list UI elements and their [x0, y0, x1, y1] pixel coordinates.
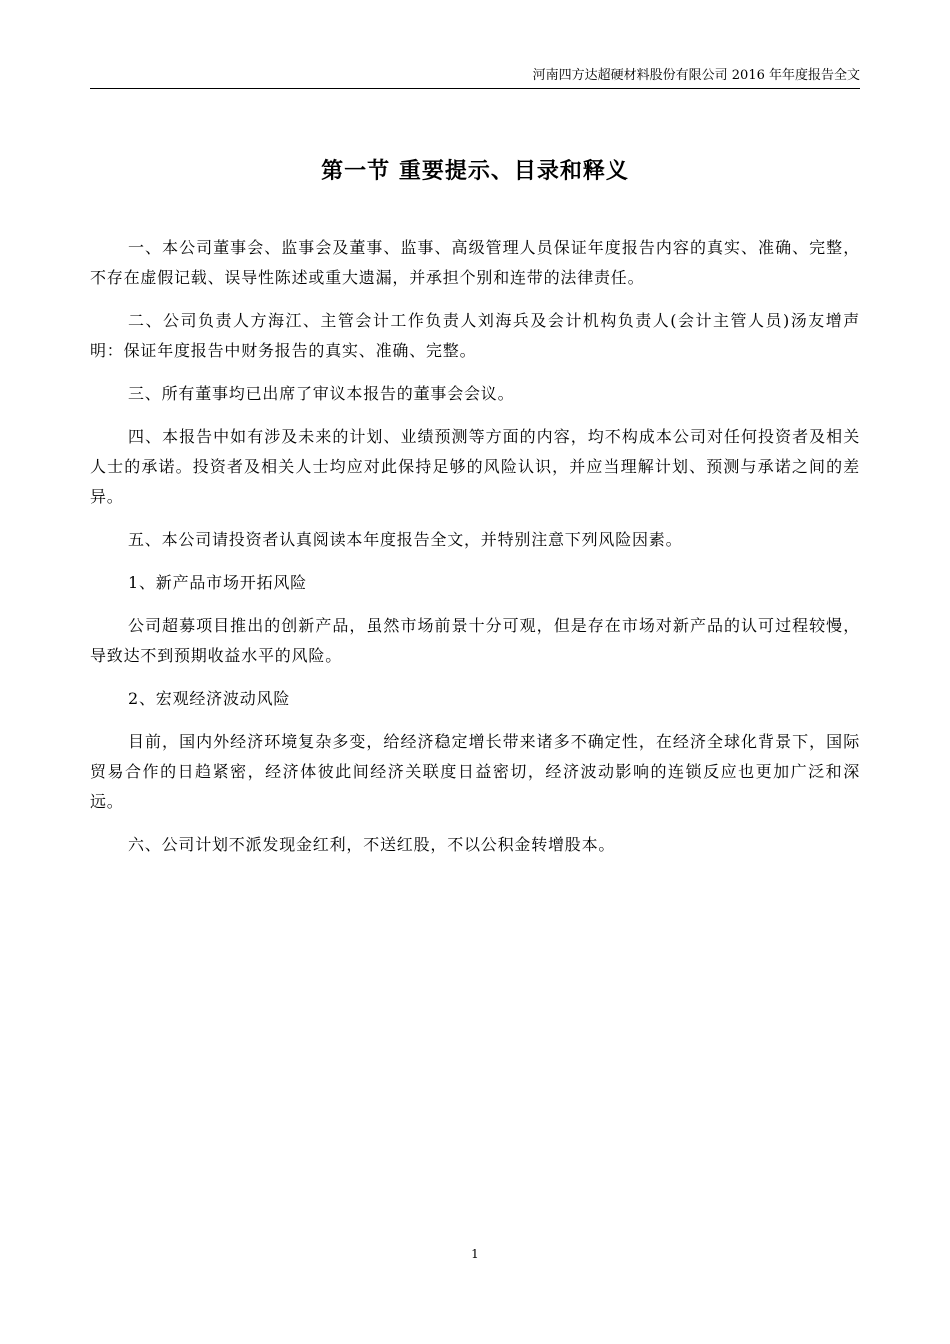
- paragraph-dividend-plan: 六、公司计划不派发现金红利，不送红股，不以公积金转增股本。: [128, 835, 616, 854]
- risk-heading-new-product-market: 1、新产品市场开拓风险: [128, 573, 307, 592]
- paragraph-forward-looking-disclaimer: 四、本报告中如有涉及未来的计划、业绩预测等方面的内容，均不构成本公司对任何投资者及相关人士的承诺。投资者及相关人士均应对此保持足够的风险认识，并应当理解计划、预测与承诺之间的差异。: [90, 427, 860, 506]
- paragraph-new-product-market-risk: 公司超募项目推出的创新产品，虽然市场前景十分可观，但是存在市场对新产品的认可过程较慢，导致达不到预期收益水平的风险。: [90, 616, 860, 665]
- paragraph-directors-attendance: 三、所有董事均已出席了审议本报告的董事会会议。: [128, 384, 515, 403]
- risk-heading-macro-economic: 2、宏观经济波动风险: [128, 689, 291, 708]
- paragraph-financial-statement-declaration: 二、公司负责人方海江、主管会计工作负责人刘海兵及会计机构负责人(会计主管人员)汤友增声明：保证年度报告中财务报告的真实、准确、完整。: [90, 311, 860, 360]
- paragraph-board-guarantee: 一、本公司董事会、监事会及董事、监事、高级管理人员保证年度报告内容的真实、准确、完整，不存在虚假记载、误导性陈述或重大遗漏，并承担个别和连带的法律责任。: [90, 238, 860, 287]
- paragraph-risk-notice: 五、本公司请投资者认真阅读本年度报告全文，并特别注意下列风险因素。: [128, 530, 683, 549]
- section-title: 第一节 重要提示、目录和释义: [321, 159, 629, 184]
- page-header: [90, 66, 860, 89]
- page-number: 1: [471, 1247, 479, 1261]
- paragraph-macro-economic-risk: 目前，国内外经济环境复杂多变，给经济稳定增长带来诸多不确定性，在经济全球化背景下，国际贸易合作的日趋紧密，经济体彼此间经济关联度日益密切，经济波动影响的连锁反应也更加广泛和深远。: [90, 732, 860, 811]
- document-body: [90, 233, 860, 873]
- header-company-report-title: 河南四方达超硬材料股份有限公司 2016 年年度报告全文: [532, 68, 860, 83]
